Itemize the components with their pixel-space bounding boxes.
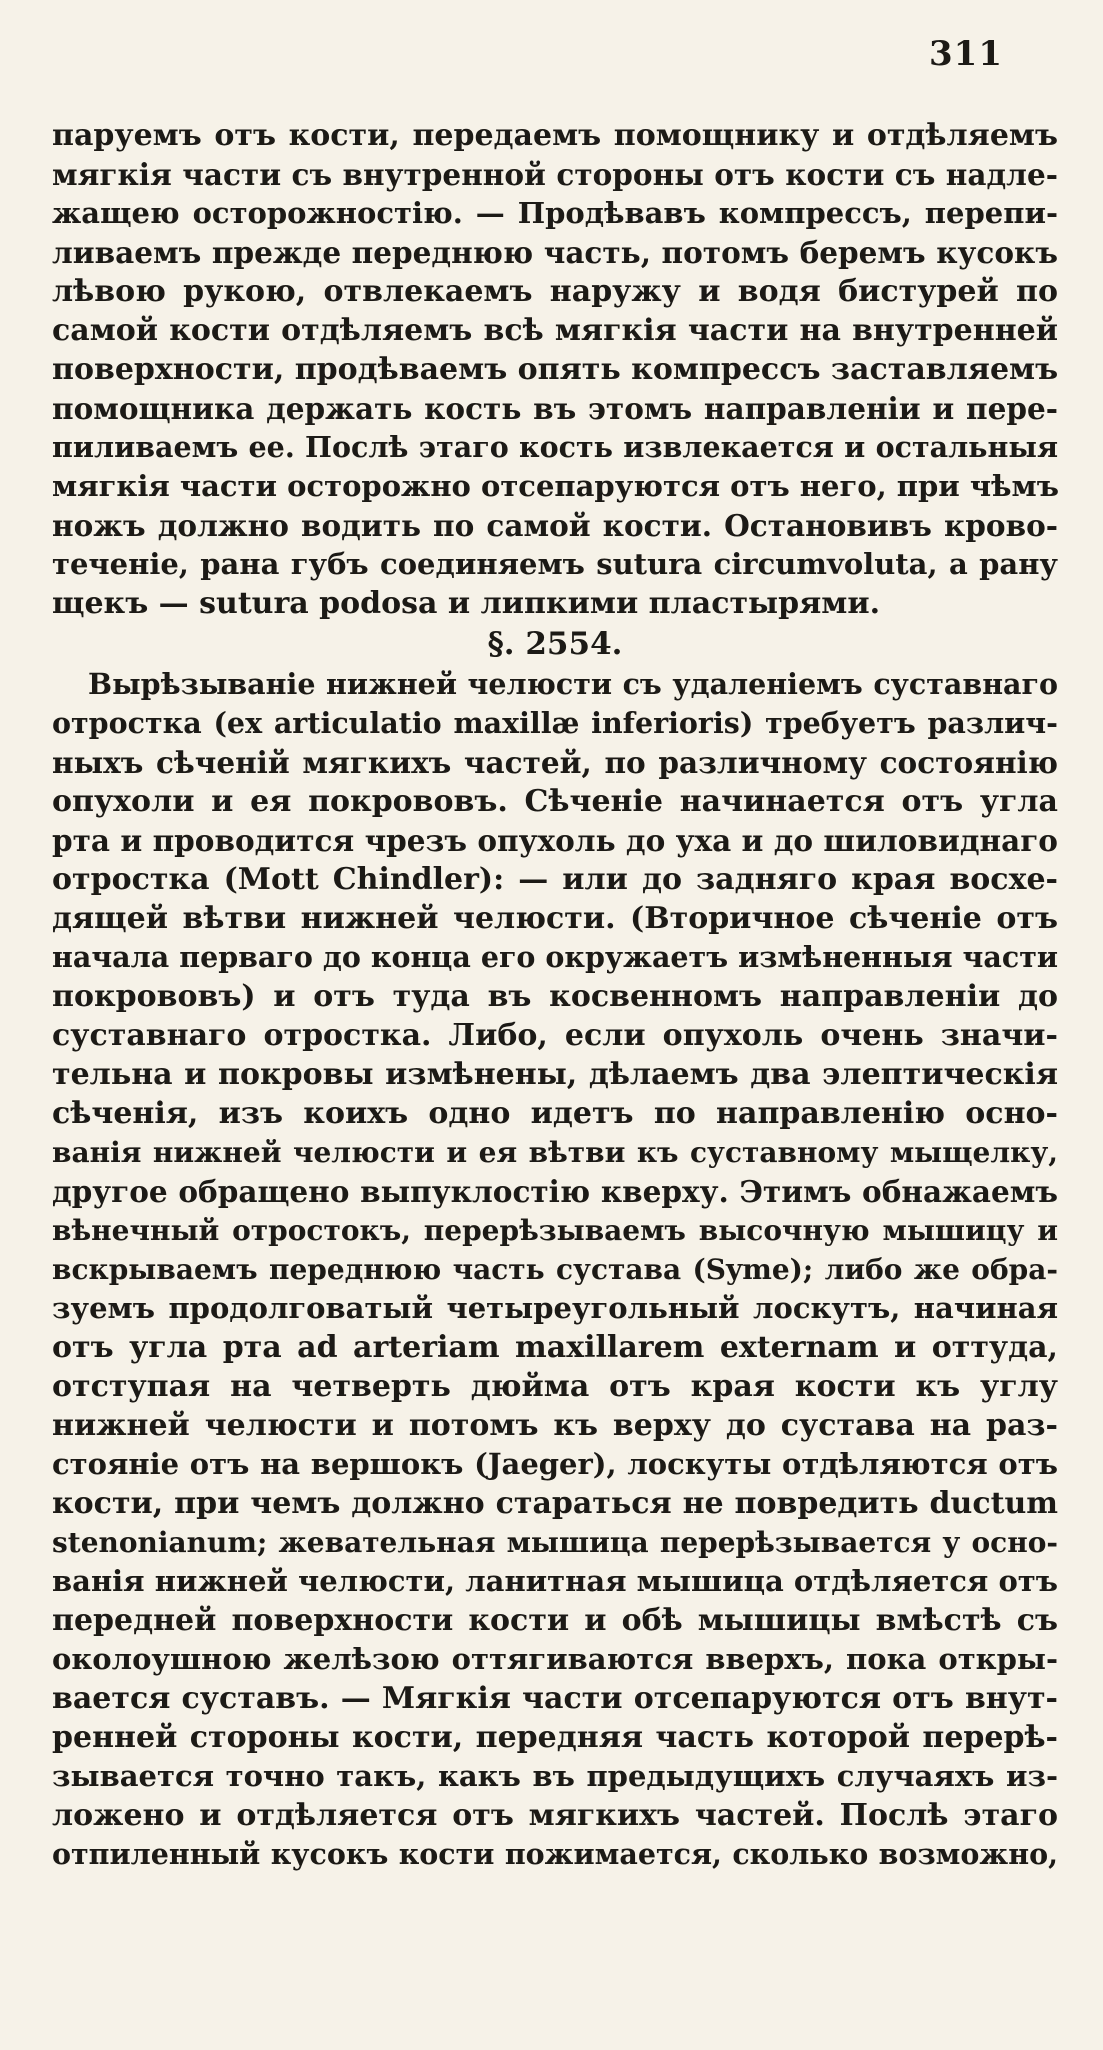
text-line: сѣченія, изъ коихъ одно идетъ по направленію осно- xyxy=(52,1096,1058,1131)
text-line: рта и проводится чрезъ опухоль до уха и до шиловиднаго xyxy=(52,823,1058,858)
text-line: тельна и покровы измѣнены, дѣлаемъ два элептическія xyxy=(52,1057,1058,1092)
text-line: паруемъ отъ кости, передаемъ помощнику и отдѣляемъ xyxy=(52,118,1058,153)
page-text xyxy=(52,116,1058,1874)
text-line: вается суставъ. — Мягкія части отсепаруются отъ внут- xyxy=(52,1681,1058,1716)
text-line: ванія нижней челюсти и ея вѣтви къ суставному мыщелку, xyxy=(52,1136,1058,1169)
text-line: мягкія части съ внутренной стороны отъ кости съ надле- xyxy=(52,157,1058,192)
text-line: ванія нижней челюсти, ланитная мышица отдѣляется отъ xyxy=(52,1564,1058,1598)
text-line: stenonianum; жевательная мышица перерѣзывается у осно- xyxy=(52,1526,1058,1559)
text-line: вѣнечный отростокъ, перерѣзываемъ высочную мышицу и xyxy=(52,1214,1058,1247)
text-line: лѣвою рукою, отвлекаемъ наружу и водя бистурей по xyxy=(52,274,1058,309)
text-line: Вырѣзываніе нижней челюсти съ удаленіемъ суставнаго xyxy=(88,667,1058,701)
text-line: околоушною желѣзою оттягиваются вверхъ, пока откры- xyxy=(52,1642,1058,1676)
paragraph-2 xyxy=(52,665,1058,1874)
text-line: щекъ — sutura podosa и липкими пластырями. xyxy=(52,586,881,621)
text-line: отростка (ex articulatio maxillæ inferioris) требуетъ различ- xyxy=(52,706,1058,740)
text-line: начала перваго до конца его окружаетъ измѣненныя части xyxy=(52,940,1058,974)
text-line: поверхности, продѣваемъ опять компрессъ заставляемъ xyxy=(52,352,1059,387)
text-line: ливаемъ прежде переднюю часть, потомъ беремъ кусокъ xyxy=(52,235,1058,270)
text-line: отступая на четверть дюйма отъ края кости къ углу xyxy=(52,1369,1058,1404)
text-line: покрововъ) и отъ туда въ косвенномъ направленіи до xyxy=(52,979,1058,1014)
text-line: ножъ должно водить по самой кости. Остановивъ крово- xyxy=(52,508,1058,543)
text-line: другое обращено выпуклостію кверху. Этимъ обнажаемъ xyxy=(52,1174,1058,1209)
text-line: вскрываемъ переднюю часть сустава (Syme); либо же обра- xyxy=(52,1253,1058,1286)
text-line: дящей вѣтви нижней челюсти. (Вторичное сѣченіе отъ xyxy=(52,901,1058,936)
text-line: нижней челюсти и потомъ къ верху до сустава на раз- xyxy=(52,1408,1058,1443)
text-line: пиливаемъ ее. Послѣ этаго кость извлекается и остальныя xyxy=(52,430,1058,464)
text-line: отростка (Mott Chindler): — или до задняго края восхе- xyxy=(52,862,1058,897)
text-line: опухоли и ея покрововъ. Сѣченіе начинается отъ угла xyxy=(52,784,1058,819)
text-line: отъ угла рта ad arteriam maxillarem externam и оттуда, xyxy=(52,1330,1058,1365)
page-number: 311 xyxy=(929,34,1003,74)
text-line: ложено и отдѣляется отъ мягкихъ частей. Послѣ этаго xyxy=(52,1798,1058,1833)
section-heading: §. 2554. xyxy=(487,626,623,662)
text-line: кости, при чемъ должно стараться не повредить ductum xyxy=(52,1486,1058,1521)
text-line: зуемъ продолговатый четыреугольный лоскутъ, начиная xyxy=(52,1291,1058,1325)
text-line: жащею осторожностію. — Продѣвавъ компрессъ, перепи- xyxy=(52,196,1058,230)
text-line: передней поверхности кости и обѣ мышицы вмѣстѣ съ xyxy=(52,1603,1058,1638)
text-line: суставнаго отростка. Либо, если опухоль очень значи- xyxy=(52,1018,1058,1053)
text-line: мягкія части осторожно отсепаруются отъ него, при чѣмъ xyxy=(52,469,1059,503)
text-line: самой кости отдѣляемъ всѣ мягкія части на внутренней xyxy=(52,313,1058,348)
text-line: ныхъ сѣченій мягкихъ частей, по различному состоянію xyxy=(52,745,1058,780)
paragraph-1 xyxy=(52,116,1058,623)
text-line: зывается точно такъ, какъ въ предыдущихъ случаяхъ из- xyxy=(52,1759,1058,1793)
text-line: стояніе отъ на вершокъ (Jaeger), лоскуты отдѣляются отъ xyxy=(52,1447,1058,1481)
text-line: отпиленный кусокъ кости пожимается, сколько возможно, xyxy=(52,1837,1058,1871)
text-line: ренней стороны кости, передняя часть которой перерѣ- xyxy=(52,1720,1058,1755)
text-line: помощника держать кость въ этомъ направленіи и пере- xyxy=(52,391,1058,426)
text-line: теченіе, рана губъ соединяемъ sutura circumvoluta, а рану xyxy=(52,547,1058,581)
